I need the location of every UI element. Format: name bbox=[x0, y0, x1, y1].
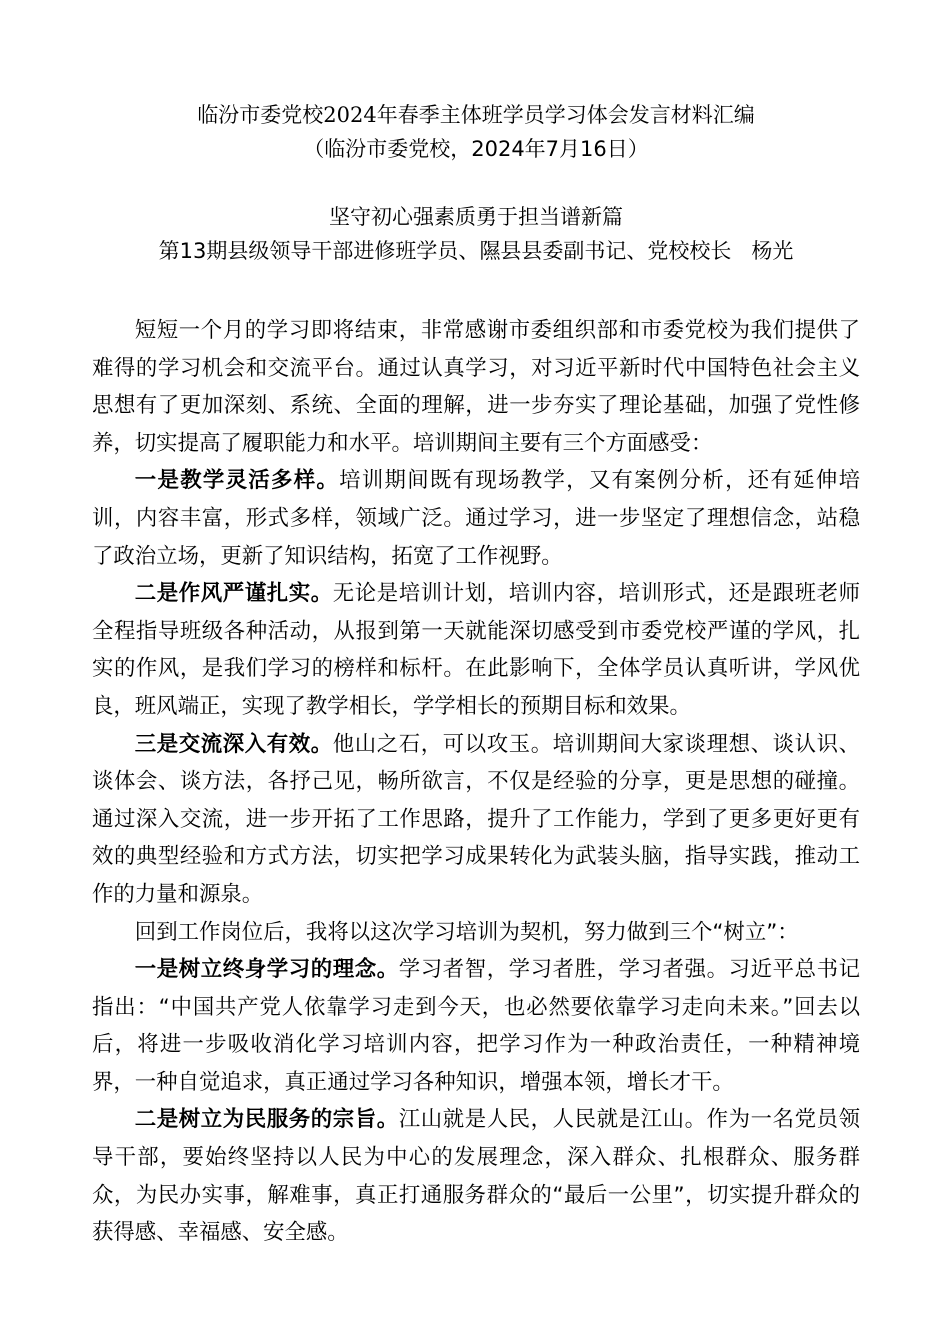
paragraph-text: 江山就是人民，人民就是江山。作为一名党员领导干部，要始终坚持以人民为中心的发展理念，深入群众、扎根群众、服务群众，为民办实事，解难事，真正打通服务群众的“最后一公里”，切实提升群众的获得感、幸福感、安全感。 bbox=[92, 1107, 860, 1246]
paragraph-style bbox=[92, 575, 860, 725]
speech-body bbox=[92, 312, 860, 1252]
paragraph-exchange bbox=[92, 726, 860, 914]
paragraph-lead: 二是树立为民服务的宗旨。 bbox=[134, 1107, 399, 1133]
document-page bbox=[92, 98, 860, 1252]
paragraph-lead: 二是作风严谨扎实。 bbox=[134, 581, 333, 607]
paragraph-lead: 一是树立终身学习的理念。 bbox=[134, 957, 399, 983]
paragraph-lead: 一是教学灵活多样。 bbox=[134, 468, 340, 494]
paragraph-teaching bbox=[92, 462, 860, 575]
paragraph-text: 短短一个月的学习即将结束，非常感谢市委组织部和市委党校为我们提供了难得的学习机会和交流平台。通过认真学习，对习近平新时代中国特色社会主义思想有了更加深刻、系统、全面的理解，进一步夯实了理论基础，加强了党性修养，切实提高了履职能力和水平。培训期间主要有三个方面感受： bbox=[92, 318, 860, 456]
paragraph-text: 他山之石，可以攻玉。培训期间大家谈理想、谈认识、谈体会、谈方法，各抒己见，畅所欲言，不仅是经验的分享，更是思想的碰撞。通过深入交流，进一步开拓了工作思路，提升了工作能力，学到了更多更好更有效的典型经验和方式方法，切实把学习成果转化为武装头脑，指导实践，推动工作的力量和源泉。 bbox=[92, 731, 860, 907]
spacer bbox=[92, 268, 860, 312]
document-date: （临汾市委党校，2024年7月16日） bbox=[303, 137, 649, 161]
document-title: 临汾市委党校2024年春季主体班学员学习体会发言材料汇编 bbox=[197, 103, 755, 127]
spacer bbox=[92, 166, 860, 200]
paragraph-intro bbox=[92, 312, 860, 462]
paragraph-text: 学习者智，学习者胜，学习者强。习近平总书记指出：“中国共产党人依靠学习走到今天，也必然要依靠学习走向未来。”回去以后，将进一步吸收消化学习培训内容，把学习作为一种政治责任，一种精神境界，一种自觉追求，真正通过学习各种知识，增强本领，增长才干。 bbox=[92, 957, 860, 1095]
speech-author: 第13期县级领导干部进修班学员、隰县县委副书记、党校校长 杨光 bbox=[158, 239, 794, 263]
paragraph-text: 无论是培训计划，培训内容，培训形式，还是跟班老师全程指导班级各种活动，从报到第一天就能深切感受到市委党校严谨的学风，扎实的作风，是我们学习的榜样和标杆。在此影响下，全体学员认真听讲，学风优良，班风端正，实现了教学相长，学学相长的预期目标和效果。 bbox=[92, 581, 860, 719]
paragraph-lead: 三是交流深入有效。 bbox=[134, 731, 333, 757]
paragraph-text: 回到工作岗位后，我将以这次学习培训为契机，努力做到三个“树立”： bbox=[134, 919, 799, 945]
paragraph-transition bbox=[92, 914, 860, 952]
speech-title: 坚守初心强素质勇于担当谱新篇 bbox=[329, 205, 623, 229]
paragraph-serve-people bbox=[92, 1101, 860, 1251]
paragraph-lifelong-learning bbox=[92, 951, 860, 1101]
paragraph-text: 培训期间既有现场教学，又有案例分析，还有延伸培训，内容丰富，形式多样，领域广泛。通过学习，进一步坚定了理想信念，站稳了政治立场，更新了知识结构，拓宽了工作视野。 bbox=[92, 468, 860, 569]
